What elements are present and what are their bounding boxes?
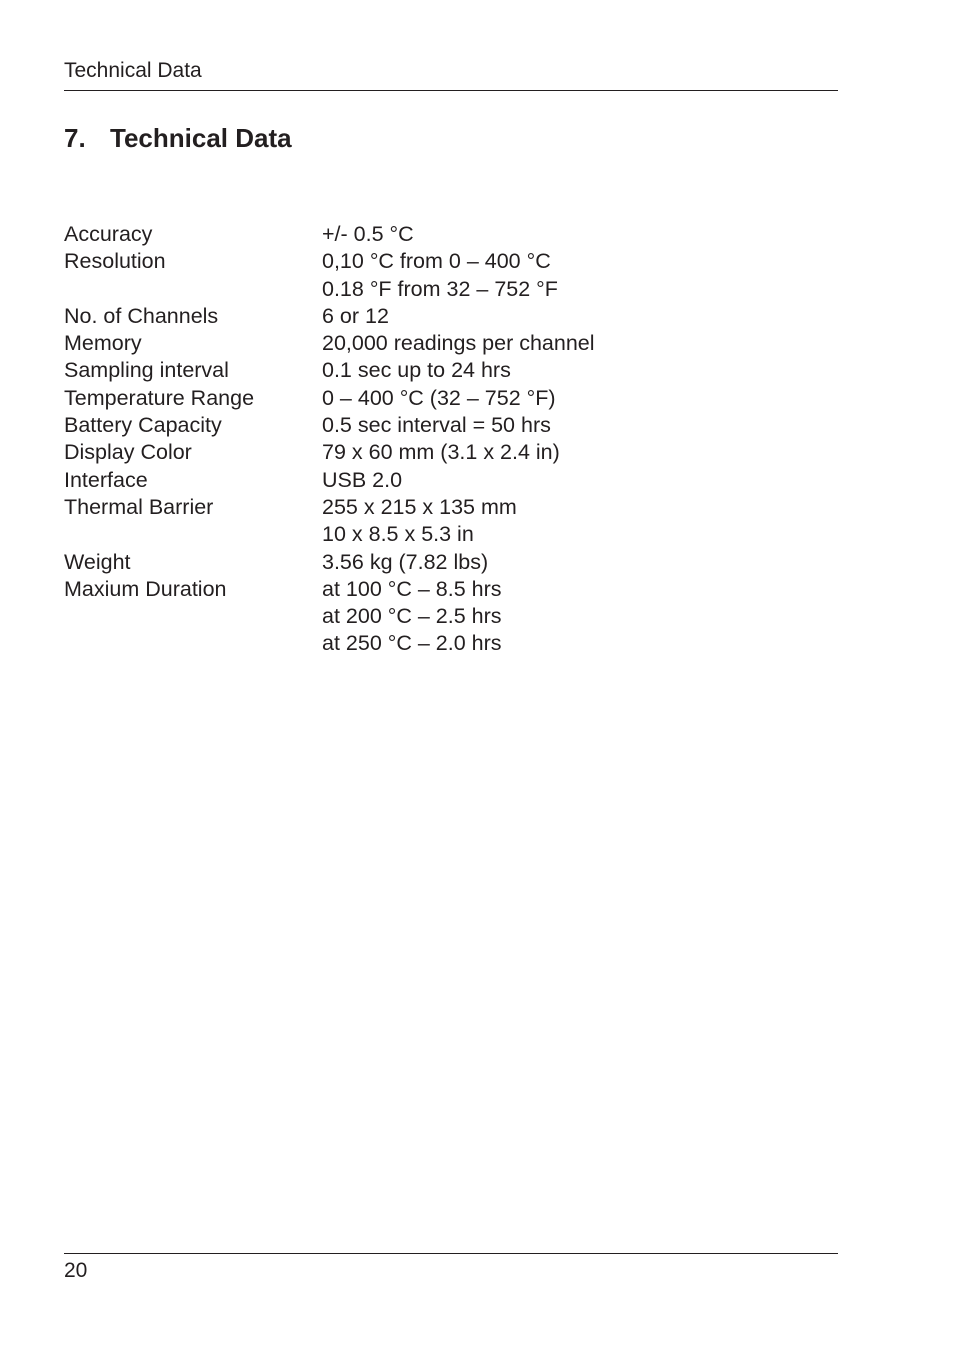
spec-value: at 100 °C – 8.5 hrs <box>322 576 502 601</box>
spec-table-body <box>64 221 595 658</box>
spec-row <box>64 385 595 412</box>
spec-value-cell <box>322 357 595 384</box>
spec-row <box>64 303 595 330</box>
running-header: Technical Data <box>64 59 202 82</box>
spec-label: No. of Channels <box>64 303 219 328</box>
spec-row <box>64 221 595 248</box>
spec-value: 20,000 readings per channel <box>322 331 595 356</box>
spec-value-cell <box>322 549 595 576</box>
spec-value: 79 x 60 mm (3.1 x 2.4 in) <box>322 440 560 465</box>
spec-label: Battery Capacity <box>64 413 222 438</box>
spec-value-cell <box>322 330 595 357</box>
spec-row <box>64 412 595 439</box>
spec-value-cell <box>322 248 595 303</box>
spec-value: +/- 0.5 °C <box>322 222 414 246</box>
spec-value-cell <box>322 303 595 330</box>
spec-row <box>64 357 595 384</box>
spec-value: 0,10 °C from 0 – 400 °C <box>322 249 551 274</box>
spec-value: 0 – 400 °C (32 – 752 °F) <box>322 385 556 410</box>
section-title: Technical Data <box>110 123 292 153</box>
spec-value-cell <box>322 576 595 658</box>
spec-value-cell <box>322 439 595 466</box>
spec-table <box>64 221 595 658</box>
spec-row <box>64 494 595 549</box>
spec-label: Display Color <box>64 440 192 465</box>
spec-row <box>64 248 595 303</box>
spec-label: Resolution <box>64 249 166 274</box>
spec-label: Sampling interval <box>64 358 229 383</box>
spec-value-cell <box>322 467 595 494</box>
spec-row <box>64 330 595 357</box>
spec-row <box>64 549 595 576</box>
spec-label: Weight <box>64 549 131 574</box>
spec-label: Maxium Duration <box>64 576 227 601</box>
spec-value: USB 2.0 <box>322 467 403 492</box>
spec-row <box>64 576 595 658</box>
spec-value-cell <box>322 494 595 549</box>
section-heading <box>64 122 292 154</box>
spec-row <box>64 439 595 466</box>
section-number: 7. <box>64 123 86 153</box>
spec-row <box>64 467 595 494</box>
spec-label: Accuracy <box>64 222 153 246</box>
spec-value: at 250 °C – 2.0 hrs <box>322 631 502 656</box>
spec-value: at 200 °C – 2.5 hrs <box>322 604 502 629</box>
spec-value: 0.1 sec up to 24 hrs <box>322 358 511 383</box>
spec-label: Temperature Range <box>64 385 255 410</box>
spec-value-cell <box>322 385 595 412</box>
spec-label: Interface <box>64 467 148 492</box>
spec-value: 255 x 215 x 135 mm <box>322 494 517 519</box>
spec-label: Thermal Barrier <box>64 494 214 519</box>
spec-value: 10 x 8.5 x 5.3 in <box>322 522 474 547</box>
spec-value: 6 or 12 <box>322 303 389 328</box>
spec-value: 0.5 sec interval = 50 hrs <box>322 413 551 438</box>
spec-label: Memory <box>64 331 142 356</box>
footer-divider <box>64 1253 838 1254</box>
header-divider <box>64 90 838 91</box>
spec-value-cell <box>322 412 595 439</box>
spec-value: 0.18 °F from 32 – 752 °F <box>322 276 558 301</box>
page-number: 20 <box>64 1259 88 1282</box>
spec-value: 3.56 kg (7.82 lbs) <box>322 549 489 574</box>
spec-value-cell <box>322 221 595 248</box>
